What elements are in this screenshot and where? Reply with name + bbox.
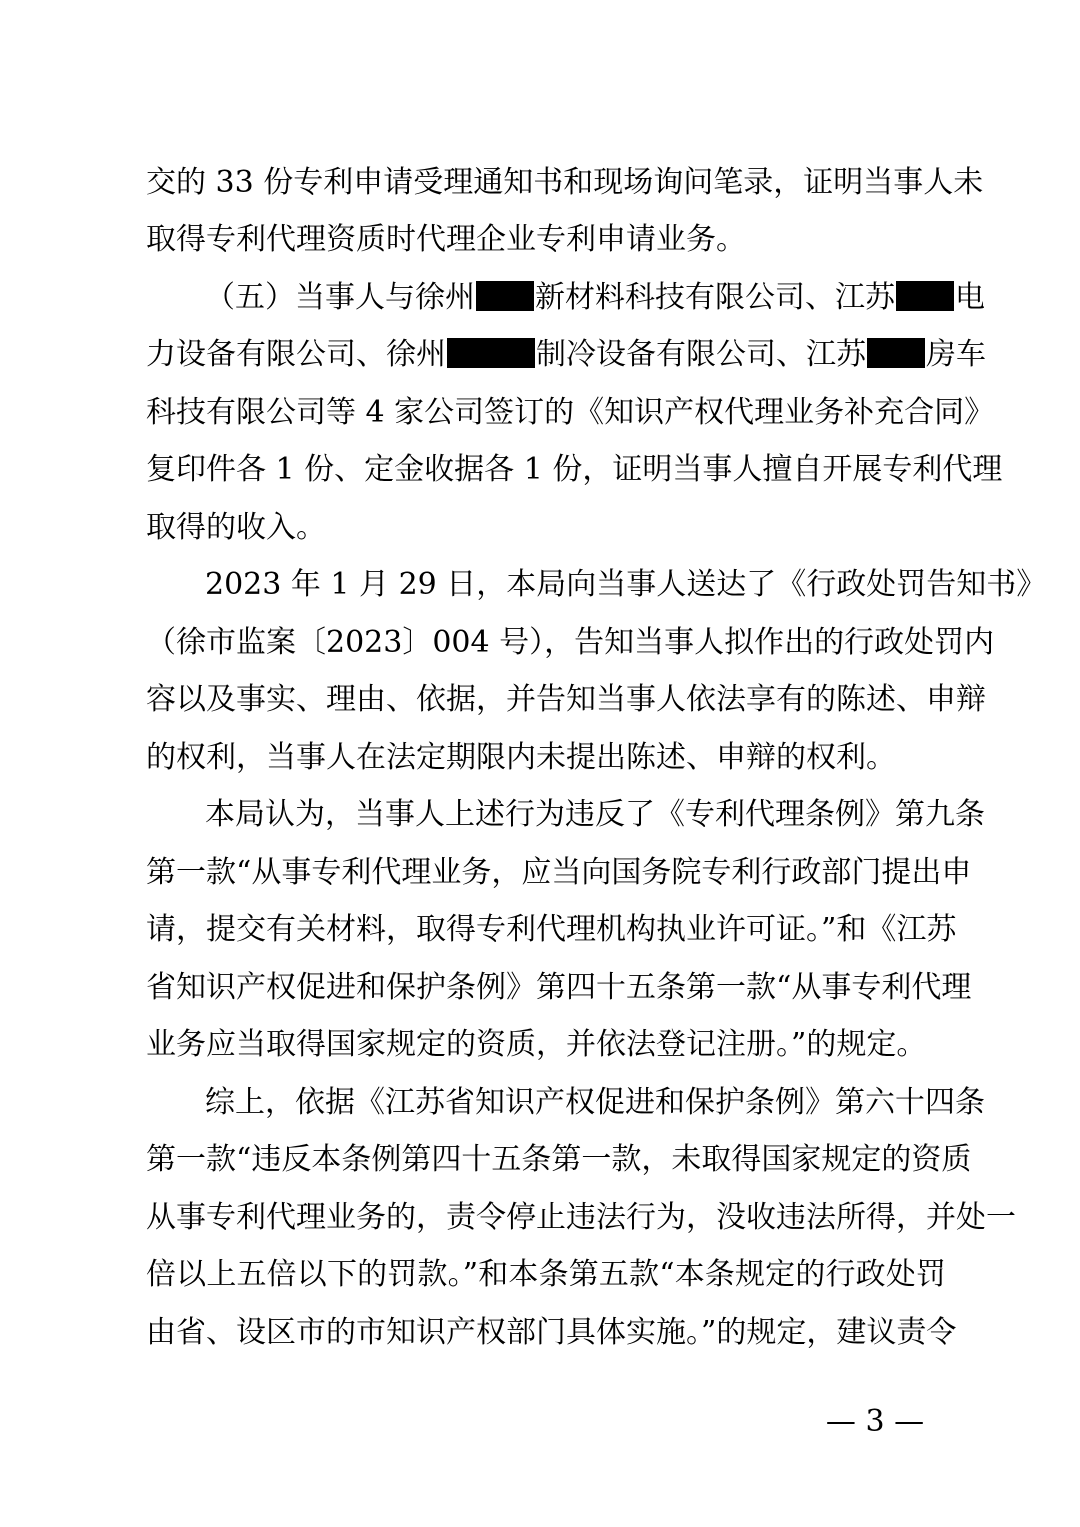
page-number: — 3 — [825,1404,925,1439]
text-line: 请，提交有关材料，取得专利代理机构执业许可证。”和《江苏 [146,912,957,947]
text-line: 倍以上五倍以下的罚款。”和本条第五款“本条规定的行政处罚 [146,1257,946,1292]
text-line: 科技有限公司等 4 家公司签订的《知识产权代理业务补充合同》 [146,395,995,430]
text-line: 由省、设区市的市知识产权部门具体实施。”的规定，建议责令 [146,1315,957,1350]
text-line: 取得专利代理资质时代理企业专利申请业务。 [146,222,746,257]
text-line: 第一款“违反本条例第四十五条第一款，未取得国家规定的资质 [146,1142,972,1177]
text-line: 复印件各 1 份、定金收据各 1 份，证明当事人擅自开展专利代理 [146,452,1003,487]
text-line-redacted [205,278,985,318]
text-line: （徐市监案〔2023〕004 号），告知当事人拟作出的行政处罚内 [146,625,995,660]
text-segment: 力设备有限公司、徐州 [146,337,446,372]
text-segment: 新材料科技有限公司、江苏 [535,280,895,315]
text-line: 业务应当取得国家规定的资质，并依法登记注册。”的规定。 [146,1027,927,1062]
text-line: 本局认为，当事人上述行为违反了《专利代理条例》第九条 [205,797,985,832]
redaction-block [447,338,535,368]
text-line: 的权利，当事人在法定期限内未提出陈述、申辩的权利。 [146,740,896,775]
text-segment: 制冷设备有限公司、江苏 [536,337,866,372]
text-line: 省知识产权促进和保护条例》第四十五条第一款“从事专利代理 [146,970,972,1005]
text-segment: （五）当事人与徐州 [205,280,475,315]
text-line: 第一款“从事专利代理业务，应当向国务院专利行政部门提出申 [146,855,972,890]
redaction-block [896,281,954,311]
text-segment: 房车 [926,337,986,372]
text-line: 综上，依据《江苏省知识产权促进和保护条例》第六十四条 [205,1085,985,1120]
text-line-redacted [146,335,986,375]
redaction-block [867,338,925,368]
text-line: 从事专利代理业务的，责令停止违法行为，没收违法所得，并处一 [146,1200,1016,1235]
text-line: 2023 年 1 月 29 日，本局向当事人送达了《行政处罚告知书》 [205,567,1047,602]
text-segment: 电 [955,280,985,315]
text-line: 交的 33 份专利申请受理通知书和现场询问笔录，证明当事人未 [146,165,984,200]
text-line: 容以及事实、理由、依据，并告知当事人依法享有的陈述、申辩 [146,682,986,717]
redaction-block [476,281,534,311]
text-line: 取得的收入。 [146,510,326,545]
